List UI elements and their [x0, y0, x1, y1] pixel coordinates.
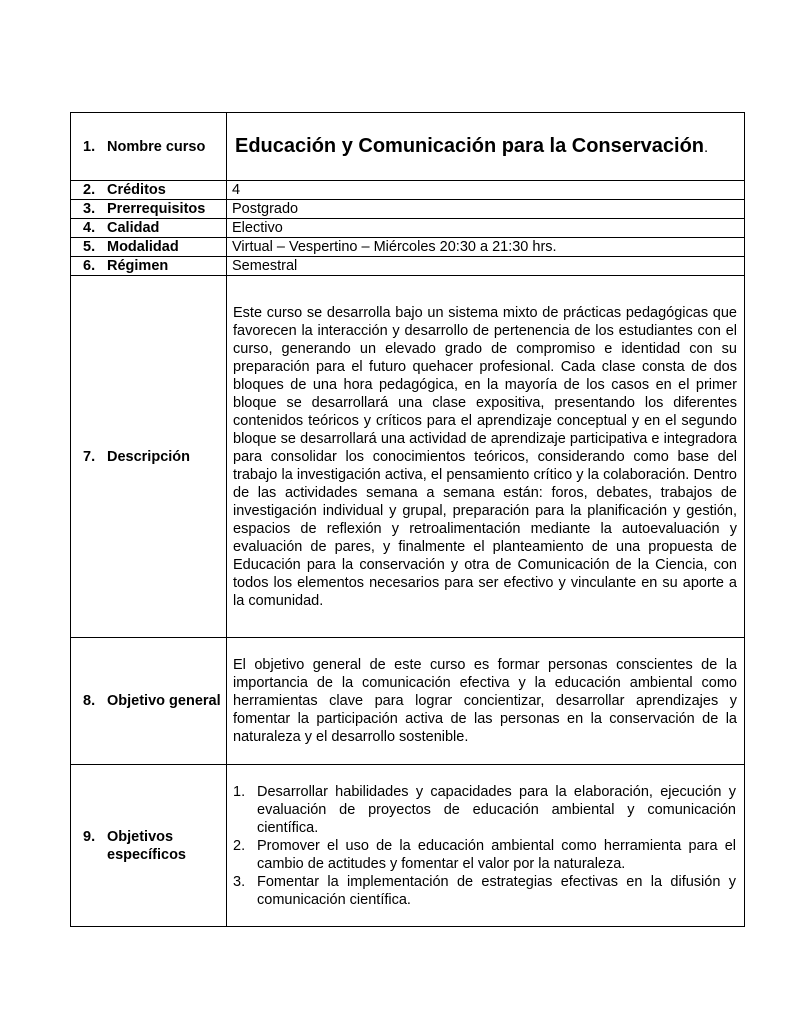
row-calidad — [71, 219, 745, 238]
label-cell — [71, 238, 227, 257]
row-number: 2. — [83, 182, 96, 198]
row-label: Régimen — [107, 258, 169, 274]
row-label: Prerrequisitos — [107, 201, 206, 217]
row-modalidad — [71, 238, 745, 257]
value-cell — [227, 113, 745, 181]
row-prerrequisitos — [71, 200, 745, 219]
row-number: 1. — [83, 138, 96, 155]
row-value: Electivo — [232, 220, 283, 236]
row-number: 6. — [83, 258, 96, 274]
row-label: Descripción — [107, 448, 190, 465]
value-cell — [227, 638, 745, 765]
item-number: 3. — [233, 873, 246, 890]
label-cell — [71, 276, 227, 638]
value-cell — [227, 181, 745, 200]
label-cell — [71, 638, 227, 765]
item-number: 1. — [233, 783, 246, 800]
row-number: 9. — [83, 828, 96, 845]
value-cell — [227, 257, 745, 276]
course-info-table — [70, 112, 745, 927]
item-number: 2. — [233, 837, 246, 854]
label-cell — [71, 219, 227, 238]
row-objetivos-especificos — [71, 765, 745, 927]
value-cell — [227, 765, 745, 927]
value-cell — [227, 200, 745, 219]
row-number: 4. — [83, 220, 96, 236]
row-objetivo-general — [71, 638, 745, 765]
label-cell — [71, 200, 227, 219]
value-cell — [227, 276, 745, 638]
value-cell — [227, 238, 745, 257]
list-item — [233, 837, 736, 873]
row-value: Semestral — [232, 258, 298, 274]
course-title: Educación y Comunicación para la Conservación — [235, 134, 705, 157]
list-item — [233, 873, 736, 909]
row-number: 8. — [83, 693, 96, 709]
description-text: Este curso se desarrolla bajo un sistema mixto de prácticas pedagógicas que favorecen la interacción y desarrollo de pertenencia de los estudiantes con el curso, generando un elevado grado de compromiso e identidad con su preparación para el futuro quehacer profesional. Cada clase consta de dos bloques de una hora pedagógica, en la mayoría de los casos en el primer bloque se desarrollará una clase expositiva, presentando los diferentes contenidos teóricos y críticos para el aprendizaje conceptual y en el segundo bloque se desarrollará una actividad de aprendizaje participativa e integradora para consolidar los conocimientos teóricos, considerando como base del trabajo la investigación activa, el pensamiento crítico y la colaboración. Dentro de las actividades semana a semana están: foros, debates, trabajos de investigación individual y grupal, preparación para la planificación y gestión, espacios de reflexión y retroalimentación mediante la autoevaluación y evaluación de pares, y finalmente el planteamiento de una propuesta de Educación para la conservación y otra de Comunicación de la Ciencia, con todos los elementos necesarios para ser efectivo y vinculante en su aporte a la comunidad. — [233, 304, 737, 609]
row-number: 3. — [83, 201, 96, 217]
specific-objectives-list — [227, 783, 744, 909]
row-label: Objetivos específicos — [107, 828, 186, 863]
item-text: Fomentar la implementación de estrategias efectivas en la difusión y comunicación científica. — [257, 873, 736, 908]
label-cell — [71, 765, 227, 927]
list-item — [233, 783, 736, 837]
label-cell — [71, 113, 227, 181]
row-nombre-curso — [71, 113, 745, 181]
row-label: Modalidad — [107, 239, 179, 255]
label-cell — [71, 257, 227, 276]
row-label: Créditos — [107, 182, 166, 198]
item-text: Desarrollar habilidades y capacidades para la elaboración, ejecución y evaluación de proyectos de educación ambiental y comunicación científica. — [257, 783, 736, 836]
row-number: 5. — [83, 239, 96, 255]
row-descripcion — [71, 276, 745, 638]
row-regimen — [71, 257, 745, 276]
general-objective-text: El objetivo general de este curso es formar personas conscientes de la importancia de la comunicación efectiva y la educación ambiental como herramientas clave para lograr concientizar, desarrollar aprendizajes y fomentar la participación activa de las personas en la conservación de la naturaleza y el desarrollo sostenible. — [233, 657, 737, 745]
row-label: Nombre curso — [107, 138, 206, 155]
label-cell — [71, 181, 227, 200]
row-creditos — [71, 181, 745, 200]
row-value: 4 — [232, 182, 241, 198]
row-label: Objetivo general — [107, 693, 221, 709]
row-number: 7. — [83, 448, 96, 465]
row-value: Virtual – Vespertino – Miércoles 20:30 a 21:30 hrs. — [232, 239, 557, 255]
course-title-period: . — [704, 138, 709, 156]
row-label: Calidad — [107, 220, 160, 236]
value-cell — [227, 219, 745, 238]
item-text: Promover el uso de la educación ambiental como herramienta para el cambio de actitudes y fomentar el valor por la naturaleza. — [257, 837, 736, 872]
row-value: Postgrado — [232, 201, 299, 217]
